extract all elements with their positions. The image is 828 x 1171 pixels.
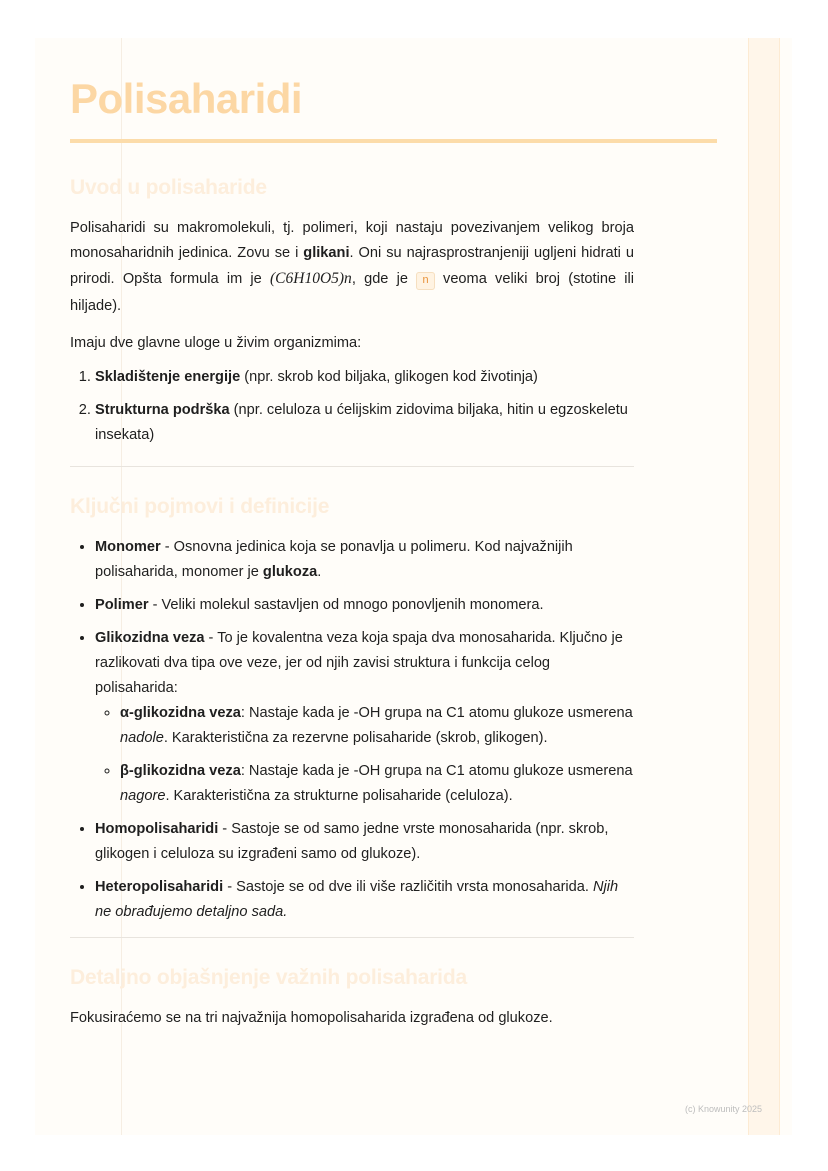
list-item <box>95 593 634 618</box>
section-heading-terms: Ključni pojmovi i definicije <box>70 495 330 518</box>
inline-code: n <box>416 272 435 290</box>
bold-text: Monomer <box>95 539 161 555</box>
italic-text: Njih ne obrađujemo detaljno sada. <box>95 879 619 920</box>
page-title: Polisaharidi <box>70 75 303 122</box>
list-item <box>120 759 634 809</box>
text: : Nastaje kada je -OH grupa na C1 atomu glukoze usmerena <box>240 705 633 721</box>
text: . Oni su najrasprostranjeniji ugljeni hidrati u prirodi. Opšta formula im je <box>70 245 634 287</box>
bold-text: Polimer <box>95 597 149 613</box>
text: , gde je <box>351 271 417 287</box>
text: (npr. skrob kod biljaka, glikogen kod životinja) <box>240 369 538 385</box>
title-underline <box>70 139 717 143</box>
text: Polisaharidi su makromolekuli, tj. polimeri, koji nastaju povezivanjem velikog broja monosaharidnih jedinica. Zovu se i <box>70 220 634 261</box>
bold-text: β-glikozidna veza <box>120 763 241 779</box>
bold-text: Homopolisaharidi <box>95 821 219 837</box>
bold-text: α-glikozidna veza <box>120 705 241 721</box>
italic-text: nagore <box>120 788 166 804</box>
copyright-footer: (c) Knowunity 2025 <box>685 1104 763 1114</box>
list-item <box>95 535 634 585</box>
list-item <box>95 398 634 448</box>
text: : Nastaje kada je -OH grupa na C1 atomu glukoze usmerena <box>240 763 633 779</box>
text: - Sastoje se od dve ili više različitih vrsta monosaharida. <box>223 879 594 895</box>
bold-text: Heteropolisaharidi <box>95 879 224 895</box>
text: - To je kovalentna veza koja spaja dva monosaharida. Ključno je razlikovati dva tipa ove veze, jer od njih zavisi struktura i funkcija celog polisaharida: <box>95 630 623 696</box>
list-item <box>120 701 634 751</box>
text: veoma veliki broj (stotine ili hiljade). <box>70 271 634 314</box>
section-heading-details: Detaljno objašnjenje važnih polisaharida <box>70 966 467 989</box>
list-item <box>95 817 634 867</box>
terms-list <box>70 535 634 925</box>
italic-text: nadole <box>120 730 164 746</box>
text: - Veliki molekul sastavljen od mnogo ponovljenih monomera. <box>148 597 544 613</box>
margin-band <box>748 38 780 1135</box>
bond-types-list <box>95 701 634 809</box>
bold-text: glukoza <box>262 564 318 580</box>
bold-text: Skladištenje energije <box>95 369 241 385</box>
text: . <box>317 564 322 580</box>
bold-text: glikani <box>303 245 350 261</box>
text: (npr. celuloza u ćelijskim zidovima biljaka, hitin u egzoskeletu insekata) <box>95 402 628 443</box>
text: . Karakteristična za rezervne polisaharide (skrob, glikogen). <box>163 730 548 746</box>
list-item <box>95 626 634 809</box>
roles-list <box>70 365 634 448</box>
list-item-text <box>95 630 623 696</box>
text: . Karakteristična za strukturne polisaharide (celuloza). <box>165 788 513 804</box>
text: - Sastoje se od samo jedne vrste monosaharida (npr. skrob, glikogen i celuloza su izgrađeni samo od glukoze). <box>95 821 609 862</box>
document-page <box>35 38 792 1135</box>
formula: (C6H10O5)n <box>270 270 352 287</box>
list-item <box>95 875 634 925</box>
intro-paragraph <box>70 216 634 319</box>
section-heading-intro: Uvod u polisaharide <box>70 176 267 199</box>
bold-text: Glikozidna veza <box>95 630 205 646</box>
details-paragraph: Fokusiraćemo se na tri najvažnija homopolisaharida izgrađena od glukoze. <box>70 1010 553 1026</box>
divider <box>70 937 634 938</box>
text: - Osnovna jedinica koja se ponavlja u polimeru. Kod najvažnijih polisaharida, monomer je <box>95 539 573 580</box>
divider <box>70 466 634 467</box>
bold-text: Strukturna podrška <box>95 402 230 418</box>
roles-intro: Imaju dve glavne uloge u živim organizmima: <box>70 335 362 351</box>
list-item <box>95 365 634 390</box>
